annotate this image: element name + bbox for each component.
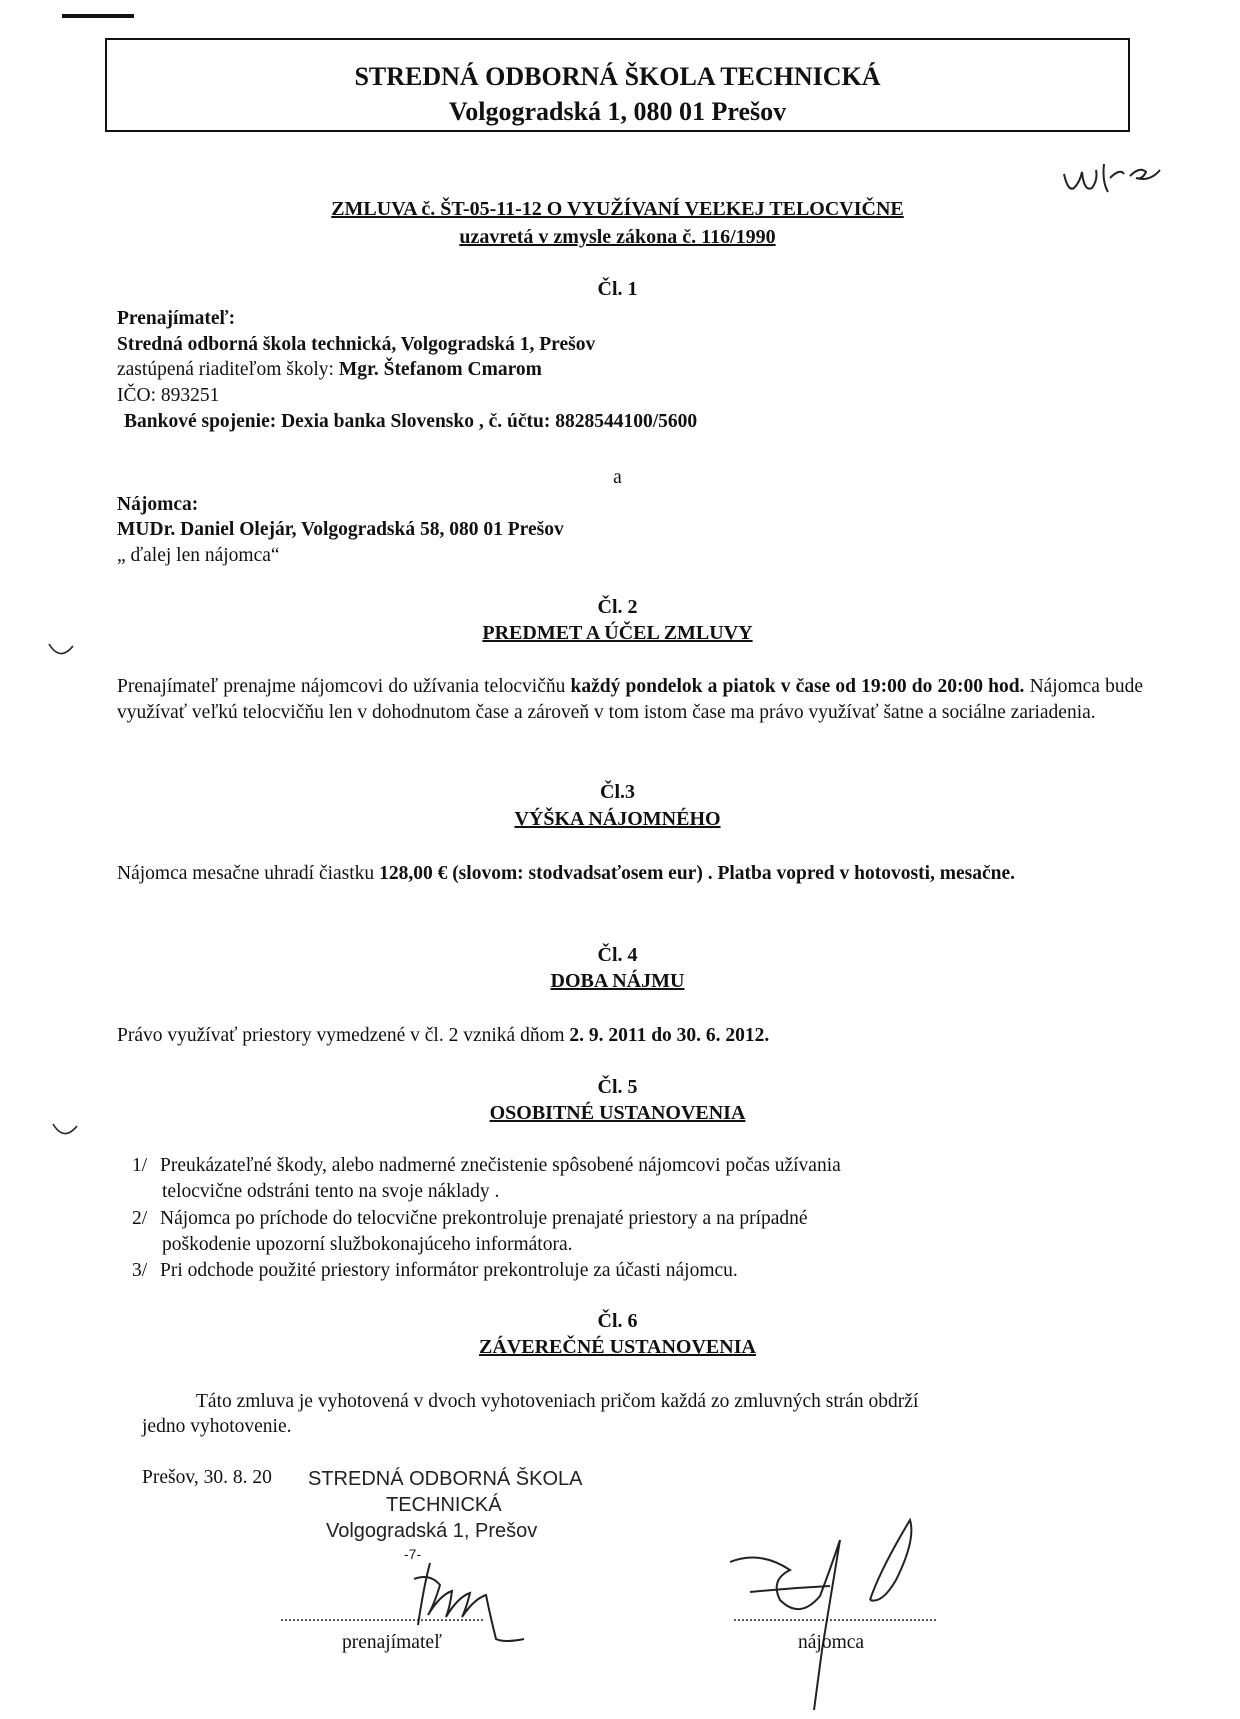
- item-line: Preukázateľné škody, alebo nadmerné znečistenie spôsobené nájomcovi počas užívania: [160, 1155, 841, 1176]
- item-number: 1/: [132, 1155, 148, 1176]
- art1-heading: Čl. 1: [597, 278, 638, 300]
- represented-by-label: zastúpená riaditeľom školy:: [117, 359, 334, 380]
- art4-text-b: 2. 9. 2011 do 30. 6. 2012.: [569, 1025, 770, 1046]
- art4-heading: Čl. 4: [597, 944, 638, 966]
- place-date: Prešov, 30. 8. 20: [142, 1467, 272, 1488]
- art3-text-a: Nájomca mesačne uhradí čiastku: [117, 863, 380, 884]
- art2-text-a: Prenajímateľ prenajme nájomcovi do užívania telocvičňu: [117, 676, 571, 697]
- item-line: Nájomca po príchode do telocvične prekontroluje prenajaté priestory a na prípadné: [160, 1208, 808, 1229]
- stamp-line2: TECHNICKÁ: [386, 1494, 502, 1516]
- handwritten-note: [1060, 158, 1170, 200]
- art2-text: [117, 674, 1143, 726]
- and-text: a: [613, 467, 622, 488]
- art2-text-c: Nájomca bude využívať veľkú telocvičňu len v dohodnutom čase a zároveň v tom istom čase ma právo využívať šatne a sociálne zariadenia.: [117, 676, 1143, 723]
- art6-line2: jedno vyhotovenie.: [142, 1416, 292, 1437]
- school-address: Volgogradská 1, 080 01 Prešov: [448, 97, 787, 126]
- item-number: 3/: [132, 1260, 148, 1281]
- school-name: STREDNÁ ODBORNÁ ŠKOLA TECHNICKÁ: [354, 62, 881, 91]
- item-line: telocvične odstráni tento na svoje náklady .: [162, 1181, 500, 1202]
- stamp-mark: -7-: [404, 1546, 422, 1562]
- represented-by-name: Mgr. Štefanom Cmarom: [338, 359, 542, 380]
- list-item: [132, 1258, 738, 1284]
- art5-title: OSOBITNÉ USTANOVENIA: [489, 1102, 746, 1124]
- ico: IČO: 893251: [117, 385, 220, 406]
- punch-hole-mark: [50, 1120, 80, 1144]
- art6-heading: Čl. 6: [597, 1310, 638, 1332]
- landlord-label: Prenajímateľ:: [117, 308, 236, 329]
- landlord-signature-line: ...................................................: [280, 1608, 484, 1625]
- bank-details: Bankové spojenie: Dexia banka Slovensko , č. účtu: 8828544100/5600: [124, 411, 698, 432]
- item-line: Pri odchode použité priestory informátor prekontroluje za účasti nájomcu.: [160, 1260, 738, 1281]
- art2-title: PREDMET A ÚČEL ZMLUVY: [482, 622, 753, 644]
- tenant-label: Nájomca:: [117, 494, 199, 515]
- contract-subtitle: uzavretá v zmysle zákona č. 116/1990: [459, 226, 776, 248]
- punch-hole-mark: [46, 640, 76, 664]
- item-number: 2/: [132, 1208, 148, 1229]
- art4-text: [117, 1023, 769, 1049]
- tenant-signature-line: ...................................................: [733, 1608, 937, 1625]
- tenant-alias: „ ďalej len nájomca“: [117, 545, 280, 566]
- art2-text-b: každý pondelok a piatok v čase od 19:00 do 20:00 hod.: [570, 676, 1025, 697]
- art2-heading: Čl. 2: [597, 596, 638, 618]
- stamp-line1: STREDNÁ ODBORNÁ ŠKOLA: [308, 1468, 583, 1490]
- art3-title: VÝŠKA NÁJOMNÉHO: [514, 808, 721, 830]
- art3-heading: Čl.3: [600, 781, 635, 803]
- art5-heading: Čl. 5: [597, 1076, 638, 1098]
- tenant-caption: nájomca: [798, 1632, 865, 1653]
- art3-text-b: 128,00 € (slovom: stodvadsaťosem eur) . Platba vopred v hotovosti, mesačne.: [379, 863, 1016, 884]
- landlord-caption: prenajímateľ: [342, 1632, 442, 1653]
- art4-title: DOBA NÁJMU: [550, 970, 685, 992]
- art4-text-a: Právo využívať priestory vymedzené v čl. 2 vzniká dňom: [117, 1025, 570, 1046]
- art6-line1: Táto zmluva je vyhotovená v dvoch vyhotoveniach pričom každá zo zmluvných strán obdrží: [196, 1391, 919, 1412]
- art3-text: [117, 861, 1143, 887]
- landlord-name: Stredná odborná škola technická, Volgogradská 1, Prešov: [117, 334, 596, 355]
- item-line: poškodenie upozorní službokonajúceho informátora.: [162, 1234, 573, 1255]
- tenant-name: MUDr. Daniel Olejár, Volgogradská 58, 080 01 Prešov: [117, 519, 564, 540]
- art6-title: ZÁVEREČNÉ USTANOVENIA: [479, 1336, 756, 1358]
- scan-mark: [62, 14, 134, 18]
- list-item: [132, 1206, 808, 1232]
- contract-title: ZMLUVA č. ŠT-05-11-12 O VYUŽÍVANÍ VEĽKEJ TELOCVIČNE: [331, 198, 904, 220]
- list-item: [132, 1153, 841, 1179]
- stamp-line3: Volgogradská 1, Prešov: [326, 1520, 538, 1542]
